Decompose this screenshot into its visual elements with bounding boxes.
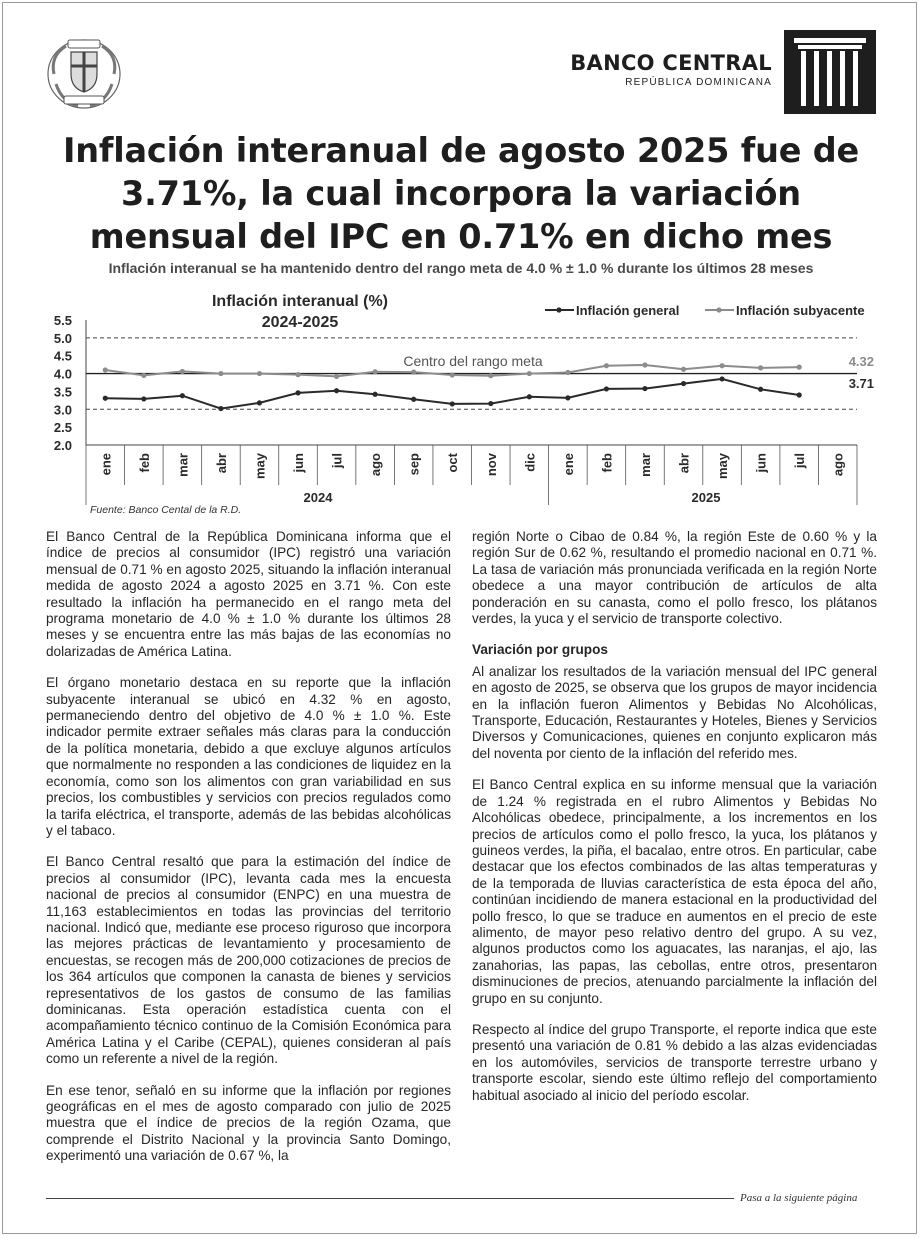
body-column-right	[472, 529, 877, 1119]
data-point-subyacente	[758, 365, 763, 370]
headline: Inflación interanual de agosto 2025 fue de 3.71%, la cual incorpora la variación mensual del IPC en 0.71% en dicho mes	[62, 131, 860, 256]
data-point-general	[411, 397, 416, 402]
data-point-subyacente	[373, 369, 378, 374]
x-tick-label: ene	[560, 453, 576, 476]
y-tick-label: 5.0	[53, 330, 72, 346]
chart-title: Inflación interanual (%)	[211, 293, 389, 310]
data-point-general	[103, 396, 108, 401]
data-point-subyacente	[295, 372, 300, 377]
data-point-general	[218, 406, 223, 411]
chart-legend	[545, 303, 865, 318]
x-tick-label: jul	[329, 453, 345, 469]
legend-general: Inflación general	[576, 303, 680, 318]
data-point-general	[758, 387, 763, 392]
data-point-general	[257, 400, 262, 405]
x-tick-label: jun	[291, 453, 307, 473]
paragraph: Respecto al índice del grupo Transporte, el reporte indica que este presentó una variación de 0.81 % debido a las alzas evidenciadas en los automóviles, servicios de transporte terrestre urbano y transporte escolar, siendo este último reflejo del comportamiento habitual asociado al inicio del período escolar.	[472, 1021, 877, 1103]
data-point-subyacente	[604, 363, 609, 368]
paragraph: El órgano monetario destaca en su reporte que la inflación subyacente interanual se ubicó en 4.32 % en agosto, permaneciendo dentro del objetivo de 4.0 % ± 1.0 %. Este indicador permite extraer señales más claras para la conducción de la política monetaria, debido a que excluye algunos artículos que normalmente no responden a las condiciones de liquidez en la economía, como son los alimentos con gran variabilidad en sus precios, los combustibles y servicios con precios regulados como la tarifa eléctrica, el transporte, además de las bebidas alcohólicas y el tabaco.	[46, 675, 451, 838]
data-point-general	[604, 386, 609, 391]
data-point-subyacente	[488, 373, 493, 378]
body-column-left	[46, 529, 451, 1180]
x-tick-label: feb	[599, 453, 615, 473]
data-point-subyacente	[527, 371, 532, 376]
data-point-general	[141, 396, 146, 401]
data-point-subyacente	[565, 370, 570, 375]
y-tick-label: 3.5	[53, 384, 72, 400]
data-point-general	[565, 395, 570, 400]
data-point-subyacente	[334, 374, 339, 379]
inflation-chart	[0, 0, 921, 520]
x-tick-label: may	[715, 453, 731, 480]
data-point-general	[295, 390, 300, 395]
data-point-general	[450, 401, 455, 406]
chart-subtitle: 2024-2025	[261, 314, 339, 331]
end-label-subyacente: 4.32	[848, 354, 874, 369]
paragraph: Al analizar los resultados de la variación mensual del IPC general en agosto de 2025, se observa que los grupos de mayor incidencia en la inflación fueron Alimentos y Bebidas No Alcohólicas, Transporte, Educación, Restaurantes y Hoteles, Bienes y Servicios Diversos y Comunicaciones, quienes en conjunto explicaron más del noventa por ciento de la inflación del referido mes.	[472, 663, 877, 761]
data-point-subyacente	[642, 362, 647, 367]
data-point-subyacente	[450, 372, 455, 377]
data-point-subyacente	[103, 367, 108, 372]
continue-note: Pasa a la siguiente página	[740, 1192, 858, 1204]
paragraph: En ese tenor, señaló en su informe que la inflación por regiones geográficas en el mes de agosto comparado con julio de 2025 muestra que el índice de precios de la región Ozama, que comprende el Distrito Nacional y la provincia Santo Domingo, experimentó una variación de 0.67 %, la	[46, 1082, 451, 1164]
data-point-subyacente	[218, 371, 223, 376]
data-point-general	[334, 388, 339, 393]
data-point-subyacente	[719, 363, 724, 368]
year-label-2024: 2024	[303, 490, 333, 505]
footer-rule	[46, 1198, 734, 1199]
y-tick-label: 2.0	[53, 438, 72, 453]
data-point-general	[373, 392, 378, 397]
bank-name: BANCO CENTRAL	[570, 51, 772, 75]
y-tick-label: 3.0	[53, 402, 72, 418]
x-tick-label: jul	[792, 453, 808, 469]
data-point-subyacente	[797, 365, 802, 370]
x-tick-label: mar	[637, 453, 653, 477]
data-point-subyacente	[257, 371, 262, 376]
subheadline: Inflación interanual se ha mantenido dentro del rango meta de 4.0 % ± 1.0 % durante los últimos 28 meses	[108, 260, 814, 276]
y-tick-label: 5.5	[53, 313, 72, 328]
y-tick-label: 2.5	[53, 420, 72, 436]
legend-subyacente: Inflación subyacente	[736, 303, 865, 318]
data-point-general	[642, 386, 647, 391]
y-tick-label: 4.5	[53, 348, 72, 364]
data-point-general	[180, 393, 185, 398]
paragraph: región Norte o Cibao de 0.84 %, la región Este de 0.60 % y la región Sur de 0.62 %, resultando el promedio nacional en 0.71 %. La tasa de variación más pronunciada verificada en la región Norte obedece a una mayor contribución de artículos de alta ponderación en su canasta, como el pollo fresco, los plátanos verdes, la yuca y el servicio de transporte colectivo.	[472, 529, 877, 627]
x-tick-label: ago	[830, 453, 846, 477]
x-tick-label: oct	[445, 453, 461, 473]
y-tick-label: 4.0	[53, 366, 72, 382]
paragraph: El Banco Central de la República Dominicana informa que el índice de precios al consumidor (IPC) registró una variación mensual de 0.71 % en agosto 2025, situando la inflación interanual medida de agosto 2024 a agosto 2025 en 3.71 %. Con este resultado la inflación ha permanecido en el rango meta del programa monetario de 4.0 % ± 1.0 % durante los últimos 28 meses y se encuentra entre las más bajas de las economías no dolarizadas de América Latina.	[46, 529, 451, 659]
x-tick-label: nov	[483, 453, 499, 477]
data-point-subyacente	[180, 369, 185, 374]
section-heading: Variación por grupos	[472, 642, 608, 658]
data-point-general	[681, 381, 686, 386]
paragraph: El Banco Central resaltó que para la estimación del índice de precios al consumidor (IPC), levanta cada mes la encuesta nacional de precios al consumidor (ENPC) en una muestra de 11,163 establecimientos en todas las provincias del territorio nacional. Indicó que, mediante ese proceso riguroso que incorpora las mejores prácticas de levantamiento y procesamiento de encuestas, se recogen más de 200,000 cotizaciones de precios de los 364 artículos que componen la canasta de bienes y servicios representativos de los gastos de consumo de las familias dominicanas. Esta operación estadística cuenta con el acompañamiento técnico continuo de la Comisión Económica para América Latina y el Caribe (CEPAL), quienes consideran al país como un referente a nivel de la región.	[46, 854, 451, 1067]
x-tick-label: feb	[136, 453, 152, 473]
x-tick-label: jun	[753, 453, 769, 473]
x-tick-label: abr	[213, 453, 229, 474]
paragraph: El Banco Central explica en su informe mensual que la variación de 1.24 % registrada en el rubro Alimentos y Bebidas No Alcohólicas obedece, principalmente, a los incrementos en los precios de artículos como el pollo fresco, la yuca, los plátanos y guineos verdes, la piña, el bacalao, entre otros. En particular, cabe destacar que los efectos combinados de las altas temperaturas y de la temporada de lluvias característica de esta época del año, continúan incidiendo de manera estacional en la productividad del pollo fresco, lo que se traduce en aumentos en el precio de este alimento, de mayor peso relativo dentro del grupo. A su vez, algunos productos como los aguacates, las naranjas, el ajo, las zanahorias, las papas, las cebollas, entre otros, presentaron disminuciones de precios, atenuando parcialmente la inflación del grupo en su conjunto.	[472, 777, 877, 1006]
bank-country: REPÚBLICA DOMINICANA	[625, 77, 772, 88]
target-center-label: Centro del rango meta	[403, 353, 543, 369]
data-point-subyacente	[411, 370, 416, 375]
data-point-general	[488, 401, 493, 406]
data-point-general	[527, 394, 532, 399]
year-label-2025: 2025	[691, 490, 721, 505]
data-point-general	[797, 392, 802, 397]
chart-source: Fuente: Banco Cental de la R.D.	[90, 504, 242, 516]
x-tick-label: ago	[368, 453, 384, 477]
x-tick-label: mar	[175, 453, 191, 477]
data-point-subyacente	[141, 373, 146, 378]
x-tick-label: dic	[522, 453, 538, 472]
data-point-subyacente	[681, 367, 686, 372]
x-tick-label: sep	[406, 453, 422, 476]
x-tick-label: may	[252, 453, 268, 480]
x-tick-label: ene	[98, 453, 114, 476]
x-tick-label: abr	[676, 453, 692, 474]
data-point-general	[719, 376, 724, 381]
end-label-general: 3.71	[848, 376, 874, 391]
